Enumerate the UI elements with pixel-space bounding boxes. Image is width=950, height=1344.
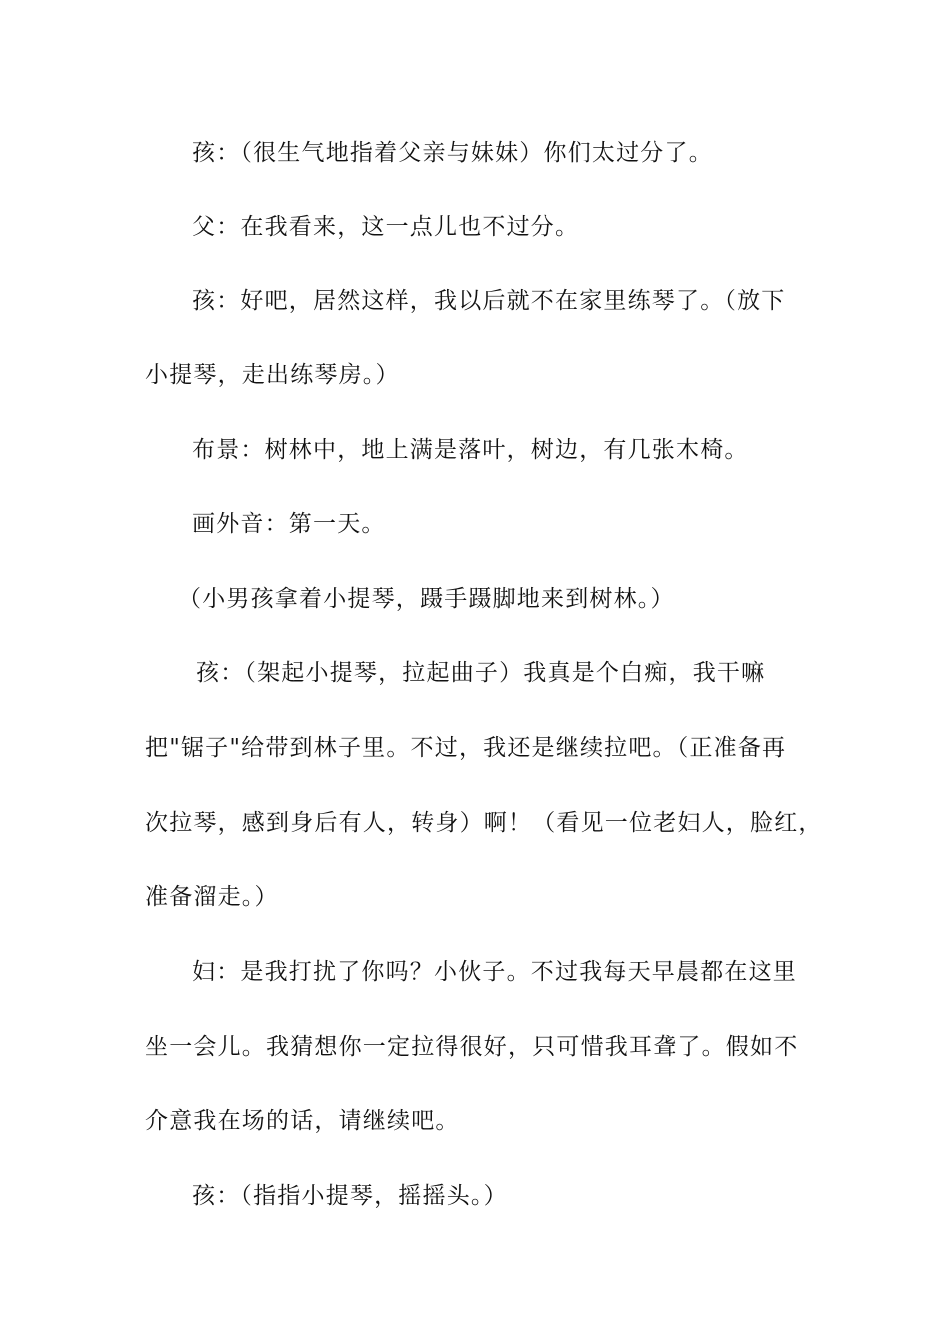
dialogue-line-continuation: 坐一会儿。我猜想你一定拉得很好，只可惜我耳聋了。假如不 [145, 1034, 799, 1060]
voiceover-line: 画外音：第一天。 [192, 511, 386, 537]
dialogue-line: 孩：（架起小提琴，拉起曲子）我真是个白痴，我干嘛 [196, 660, 766, 686]
stage-direction-line: （小男孩拿着小提琴，蹑手蹑脚地来到树林。） [178, 586, 675, 612]
dialogue-line: 父：在我看来，这一点儿也不过分。 [192, 214, 580, 240]
dialogue-line-continuation: 介意我在场的话，请继续吧。 [145, 1108, 460, 1134]
dialogue-line-continuation: 小提琴，走出练琴房。） [145, 362, 400, 388]
dialogue-line: 孩：（很生气地指着父亲与妹妹）你们太过分了。 [192, 140, 713, 166]
dialogue-line: 妇：是我打扰了你吗？小伙子。不过我每天早晨都在这里 [192, 959, 797, 985]
dialogue-line: 孩：好吧，居然这样，我以后就不在家里练琴了。（放下 [192, 288, 786, 314]
dialogue-line-continuation: 次拉琴，感到身后有人，转身）啊！（看见一位老妇人，脸红， [145, 810, 823, 836]
dialogue-line-continuation: 把"锯子"给带到林子里。不过，我还是继续拉吧。（正准备再 [145, 735, 787, 761]
dialogue-line-continuation: 准备溜走。） [145, 884, 279, 910]
scene-setting-line: 布景：树林中，地上满是落叶，树边，有几张木椅。 [192, 437, 749, 463]
dialogue-line: 孩：（指指小提琴，摇摇头。） [192, 1183, 508, 1209]
